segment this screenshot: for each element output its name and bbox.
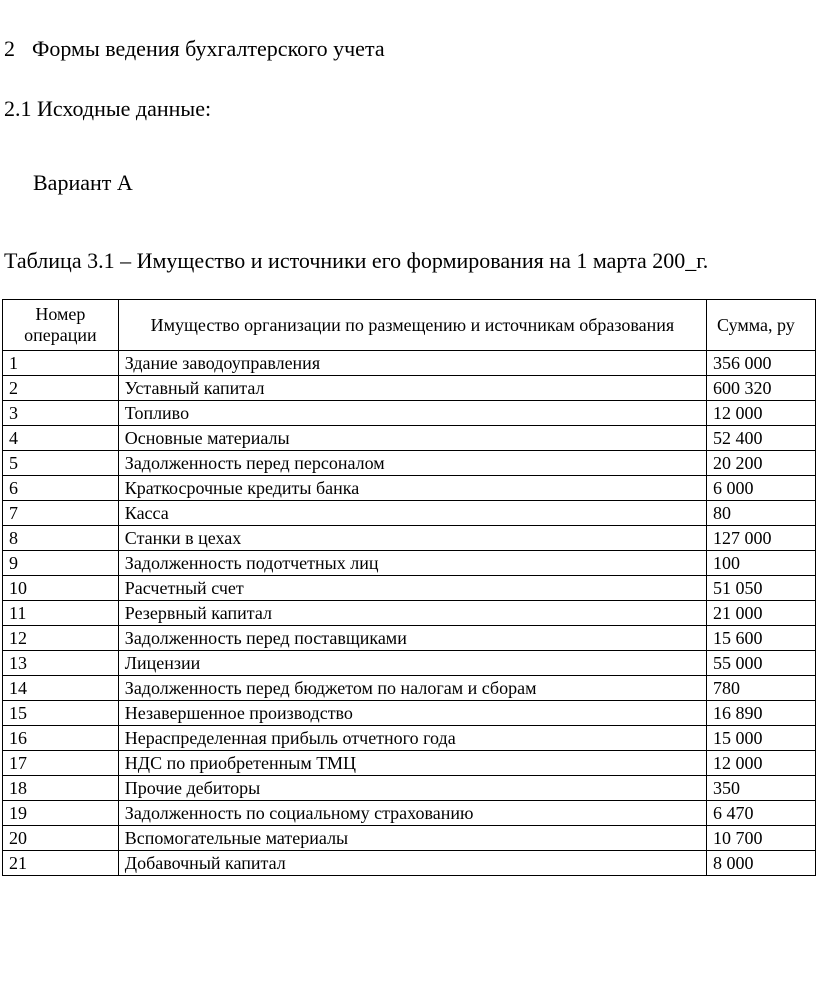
row-amount-cell: 6 470: [707, 801, 816, 826]
table-row: [3, 426, 816, 451]
row-amount-cell: 16 890: [707, 701, 816, 726]
table-row: [3, 851, 816, 876]
table-row: [3, 401, 816, 426]
row-amount-cell: 356 000: [707, 351, 816, 376]
row-amount-cell: 21 000: [707, 601, 816, 626]
row-description-cell: Расчетный счет: [118, 576, 706, 601]
row-amount-cell: 6 000: [707, 476, 816, 501]
row-description-cell: Задолженность перед бюджетом по налогам и сборам: [118, 676, 706, 701]
row-description-cell: Задолженность по социальному страхованию: [118, 801, 706, 826]
row-amount-cell: 15 000: [707, 726, 816, 751]
row-number-cell: 15: [3, 701, 119, 726]
row-description-cell: Задолженность перед поставщиками: [118, 626, 706, 651]
row-number-cell: 17: [3, 751, 119, 776]
row-amount-cell: 600 320: [707, 376, 816, 401]
row-number-cell: 6: [3, 476, 119, 501]
table-row: [3, 626, 816, 651]
row-number-cell: 19: [3, 801, 119, 826]
row-amount-cell: 80: [707, 501, 816, 526]
table-row: [3, 751, 816, 776]
table-row: [3, 826, 816, 851]
row-amount-cell: 20 200: [707, 451, 816, 476]
row-number-cell: 12: [3, 626, 119, 651]
row-description-cell: Нераспределенная прибыль отчетного года: [118, 726, 706, 751]
section-number: 2: [4, 36, 15, 61]
row-description-cell: Добавочный капитал: [118, 851, 706, 876]
table-caption: Таблица 3.1 – Имущество и источники его формирования на 1 марта 200_г.: [4, 248, 709, 273]
row-number-cell: 3: [3, 401, 119, 426]
row-description-cell: Станки в цехах: [118, 526, 706, 551]
row-number-cell: 20: [3, 826, 119, 851]
row-description-cell: Вспомогательные материалы: [118, 826, 706, 851]
row-number-cell: 14: [3, 676, 119, 701]
header-number: Номер операции: [3, 300, 119, 351]
table-row: [3, 651, 816, 676]
row-description-cell: Основные материалы: [118, 426, 706, 451]
row-number-cell: 16: [3, 726, 119, 751]
header-amount: Сумма, ру: [707, 300, 816, 351]
table-row: [3, 551, 816, 576]
row-description-cell: Незавершенное производство: [118, 701, 706, 726]
table-row: [3, 501, 816, 526]
table-row: [3, 726, 816, 751]
row-number-cell: 10: [3, 576, 119, 601]
table-row: [3, 376, 816, 401]
variant-label: Вариант А: [33, 170, 133, 195]
row-number-cell: 4: [3, 426, 119, 451]
row-amount-cell: 52 400: [707, 426, 816, 451]
row-amount-cell: 55 000: [707, 651, 816, 676]
table-row: [3, 676, 816, 701]
row-description-cell: Топливо: [118, 401, 706, 426]
table-row: [3, 776, 816, 801]
table-row: [3, 801, 816, 826]
row-description-cell: Задолженность перед персоналом: [118, 451, 706, 476]
row-number-cell: 8: [3, 526, 119, 551]
row-description-cell: Прочие дебиторы: [118, 776, 706, 801]
row-number-cell: 9: [3, 551, 119, 576]
row-number-cell: 5: [3, 451, 119, 476]
row-amount-cell: 51 050: [707, 576, 816, 601]
row-amount-cell: 100: [707, 551, 816, 576]
row-description-cell: Краткосрочные кредиты банка: [118, 476, 706, 501]
section-title: Формы ведения бухгалтерского учета: [32, 36, 385, 61]
row-number-cell: 21: [3, 851, 119, 876]
table-header-row: [3, 300, 816, 351]
row-amount-cell: 127 000: [707, 526, 816, 551]
row-number-cell: 1: [3, 351, 119, 376]
subsection-heading: 2.1 Исходные данные:: [4, 96, 212, 121]
row-amount-cell: 12 000: [707, 401, 816, 426]
table-row: [3, 526, 816, 551]
table-row: [3, 576, 816, 601]
table-row: [3, 451, 816, 476]
row-description-cell: Резервный капитал: [118, 601, 706, 626]
row-description-cell: Лицензии: [118, 651, 706, 676]
row-number-cell: 13: [3, 651, 119, 676]
row-amount-cell: 780: [707, 676, 816, 701]
table-body: [3, 351, 816, 876]
assets-table: [2, 299, 816, 876]
section-heading: [4, 38, 385, 60]
row-number-cell: 18: [3, 776, 119, 801]
table-row: [3, 601, 816, 626]
header-description: Имущество организации по размещению и источникам образования: [118, 300, 706, 351]
row-amount-cell: 12 000: [707, 751, 816, 776]
table-row: [3, 701, 816, 726]
row-description-cell: Уставный капитал: [118, 376, 706, 401]
row-amount-cell: 10 700: [707, 826, 816, 851]
row-description-cell: Касса: [118, 501, 706, 526]
row-amount-cell: 15 600: [707, 626, 816, 651]
table-row: [3, 476, 816, 501]
row-description-cell: Здание заводоуправления: [118, 351, 706, 376]
row-number-cell: 2: [3, 376, 119, 401]
row-amount-cell: 350: [707, 776, 816, 801]
row-number-cell: 11: [3, 601, 119, 626]
table-row: [3, 351, 816, 376]
row-amount-cell: 8 000: [707, 851, 816, 876]
row-description-cell: Задолженность подотчетных лиц: [118, 551, 706, 576]
row-number-cell: 7: [3, 501, 119, 526]
row-description-cell: НДС по приобретенным ТМЦ: [118, 751, 706, 776]
